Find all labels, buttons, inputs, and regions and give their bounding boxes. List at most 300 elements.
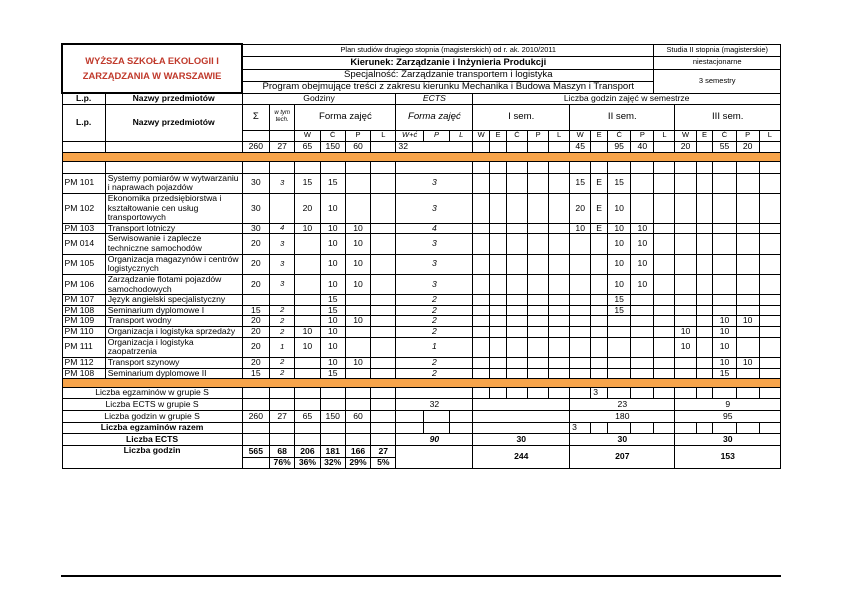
subject-p bbox=[345, 193, 370, 223]
subject-ects: 4 bbox=[396, 223, 473, 234]
pct-c: 32% bbox=[320, 458, 345, 469]
subject-sem3-e bbox=[696, 368, 713, 379]
subject-sem3-l bbox=[759, 327, 780, 338]
subject-sem2-w: 20 bbox=[570, 193, 591, 223]
lp-header-top: L.p. bbox=[62, 93, 105, 104]
subject-l bbox=[371, 295, 396, 306]
totals-s3-p: 20 bbox=[736, 141, 759, 152]
subject-sem2-e bbox=[591, 327, 608, 338]
subject-sum: 15 bbox=[242, 368, 269, 379]
subject-sem1-c bbox=[506, 337, 527, 357]
subject-code: PM 111 bbox=[62, 337, 105, 357]
subject-sem1-c bbox=[506, 193, 527, 223]
subject-sem3-p bbox=[736, 193, 759, 223]
subject-sem1-w bbox=[473, 316, 490, 327]
subject-sem1-w bbox=[473, 234, 490, 254]
subject-row bbox=[62, 254, 781, 274]
subject-ects: 3 bbox=[396, 274, 473, 294]
subject-sem1-l bbox=[549, 368, 570, 379]
subject-sem3-l bbox=[759, 337, 780, 357]
subject-sem3-l bbox=[759, 357, 780, 368]
hours-total-p: 166 bbox=[345, 446, 370, 458]
subject-sem1-w bbox=[473, 274, 490, 294]
subject-sem1-p bbox=[528, 327, 549, 338]
subject-row bbox=[62, 337, 781, 357]
sem3-p: P bbox=[736, 130, 759, 141]
subject-sem2-p bbox=[631, 193, 654, 223]
subject-sem3-e bbox=[696, 173, 713, 193]
subject-sem3-c bbox=[713, 173, 736, 193]
subject-l bbox=[371, 357, 396, 368]
sem1-l: L bbox=[549, 130, 570, 141]
subject-sem1-p bbox=[528, 223, 549, 234]
subject-sem3-p bbox=[736, 368, 759, 379]
ects-group-row bbox=[62, 399, 781, 411]
subject-sem2-p bbox=[631, 337, 654, 357]
subject-sem2-p: 10 bbox=[631, 274, 654, 294]
subject-sem3-p bbox=[736, 173, 759, 193]
sem2-e: E bbox=[591, 130, 608, 141]
hours-header: Godziny bbox=[242, 93, 396, 104]
subject-sem2-l bbox=[654, 305, 675, 316]
subject-sem3-l bbox=[759, 316, 780, 327]
sem2-w: W bbox=[570, 130, 591, 141]
program-note: Program obejmujące treści z zakresu kierunku Mechanika i Budowa Maszyn i Transport bbox=[242, 81, 654, 93]
subject-sem1-c bbox=[506, 327, 527, 338]
subject-row bbox=[62, 357, 781, 368]
subject-name: Transport lotniczy bbox=[105, 223, 242, 234]
hours-total-sum: 565 bbox=[242, 446, 269, 458]
sem3-w: W bbox=[675, 130, 696, 141]
subject-sem3-c: 10 bbox=[713, 357, 736, 368]
subject-sem1-c bbox=[506, 234, 527, 254]
subject-sem3-p bbox=[736, 337, 759, 357]
blank-row bbox=[62, 161, 781, 173]
subject-name: Seminarium dyplomowe II bbox=[105, 368, 242, 379]
subject-code: PM 109 bbox=[62, 316, 105, 327]
subject-ects: 2 bbox=[396, 368, 473, 379]
subject-sem2-l bbox=[654, 234, 675, 254]
subject-sem2-e bbox=[591, 316, 608, 327]
subject-sem1-l bbox=[549, 316, 570, 327]
subject-name: Organizacja magazynów i centrów logistycznych bbox=[105, 254, 242, 274]
subject-ects: 2 bbox=[396, 327, 473, 338]
subject-w bbox=[295, 295, 320, 306]
subject-sem2-c: 10 bbox=[608, 234, 631, 254]
subject-sem1-e bbox=[490, 173, 507, 193]
subject-sem3-e bbox=[696, 274, 713, 294]
subject-sem3-l bbox=[759, 305, 780, 316]
subject-tech: 3 bbox=[270, 274, 295, 294]
subject-ects: 3 bbox=[396, 173, 473, 193]
study-mode: niestacjonarne bbox=[654, 56, 781, 69]
subject-sem1-p bbox=[528, 357, 549, 368]
sem2-l: L bbox=[654, 130, 675, 141]
totals-s2-c: 95 bbox=[608, 141, 631, 152]
subject-sem1-p bbox=[528, 193, 549, 223]
subject-sum bbox=[242, 295, 269, 306]
subject-code: PM 108 bbox=[62, 305, 105, 316]
tech-sub-blank bbox=[270, 130, 295, 141]
subject-p: 10 bbox=[345, 254, 370, 274]
ects-total-sem2: 30 bbox=[570, 434, 675, 446]
subject-sem2-c: 10 bbox=[608, 254, 631, 274]
subject-c: 10 bbox=[320, 234, 345, 254]
subject-sem3-l bbox=[759, 274, 780, 294]
hours-group-row bbox=[62, 411, 781, 423]
totals-l bbox=[371, 141, 396, 152]
subject-row bbox=[62, 327, 781, 338]
subject-sem3-c bbox=[713, 234, 736, 254]
subject-row bbox=[62, 234, 781, 254]
subject-w bbox=[295, 368, 320, 379]
subject-sum: 20 bbox=[242, 274, 269, 294]
subject-sem3-c: 10 bbox=[713, 327, 736, 338]
subject-sem1-e bbox=[490, 327, 507, 338]
subject-sem3-w bbox=[675, 254, 696, 274]
subject-sem1-c bbox=[506, 295, 527, 306]
subject-sem1-w bbox=[473, 337, 490, 357]
hours-total-tech: 68 bbox=[270, 446, 295, 458]
subject-sem1-c bbox=[506, 368, 527, 379]
subject-sem3-l bbox=[759, 234, 780, 254]
subject-sem1-e bbox=[490, 295, 507, 306]
hours-total-label: Liczba godzin bbox=[62, 446, 242, 469]
subject-sem2-e bbox=[591, 305, 608, 316]
subject-sem3-c bbox=[713, 223, 736, 234]
subject-code: PM 101 bbox=[62, 173, 105, 193]
subject-ects: 2 bbox=[396, 316, 473, 327]
subject-code: PM 102 bbox=[62, 193, 105, 223]
subject-sem2-e: E bbox=[591, 173, 608, 193]
subject-sem2-c: 15 bbox=[608, 305, 631, 316]
sem2-p: P bbox=[631, 130, 654, 141]
subject-ects: 3 bbox=[396, 193, 473, 223]
subject-sem1-w bbox=[473, 223, 490, 234]
subject-w bbox=[295, 316, 320, 327]
totals-s2-w: 45 bbox=[570, 141, 591, 152]
subject-sem2-e bbox=[591, 337, 608, 357]
subject-sem3-w bbox=[675, 274, 696, 294]
exams-total-label: Liczba egzaminów razem bbox=[62, 423, 242, 434]
subject-sem1-e bbox=[490, 254, 507, 274]
subject-sem3-c bbox=[713, 254, 736, 274]
ects-wc: W+ć bbox=[396, 130, 423, 141]
subject-sem2-p bbox=[631, 357, 654, 368]
subject-sem1-c bbox=[506, 316, 527, 327]
ects-l: L bbox=[450, 130, 473, 141]
form-p: P bbox=[345, 130, 370, 141]
pct-p: 29% bbox=[345, 458, 370, 469]
subject-sem1-c bbox=[506, 173, 527, 193]
subject-row bbox=[62, 368, 781, 379]
subject-sem3-l bbox=[759, 193, 780, 223]
subject-sem3-w bbox=[675, 305, 696, 316]
subject-l bbox=[371, 234, 396, 254]
subject-sem3-l bbox=[759, 368, 780, 379]
subject-sem3-e bbox=[696, 223, 713, 234]
subject-sem2-l bbox=[654, 357, 675, 368]
subject-sem2-w: 10 bbox=[570, 223, 591, 234]
subject-ects: 1 bbox=[396, 337, 473, 357]
subject-sem1-w bbox=[473, 327, 490, 338]
ects-total-label: Liczba ECTS bbox=[62, 434, 242, 446]
subject-ects: 2 bbox=[396, 357, 473, 368]
subject-sem1-l bbox=[549, 295, 570, 306]
subject-sem1-l bbox=[549, 327, 570, 338]
subject-sem3-p: 10 bbox=[736, 357, 759, 368]
sem1-w: W bbox=[473, 130, 490, 141]
subject-sem2-w bbox=[570, 305, 591, 316]
study-level: Studia II stopnia (magisterskie) bbox=[654, 44, 781, 56]
subject-l bbox=[371, 274, 396, 294]
subject-sem1-e bbox=[490, 316, 507, 327]
subject-sem3-l bbox=[759, 254, 780, 274]
subject-sem2-c: 10 bbox=[608, 274, 631, 294]
totals-w: 65 bbox=[295, 141, 320, 152]
subject-sem2-w bbox=[570, 327, 591, 338]
subject-sem2-p: 10 bbox=[631, 223, 654, 234]
exams-total-row bbox=[62, 423, 781, 434]
subject-sem2-w bbox=[570, 337, 591, 357]
subject-sem3-e bbox=[696, 254, 713, 274]
subject-w: 10 bbox=[295, 327, 320, 338]
hours-total-row bbox=[62, 446, 781, 458]
totals-s3-e bbox=[696, 141, 713, 152]
totals-s1-e bbox=[490, 141, 507, 152]
sem1-p: P bbox=[528, 130, 549, 141]
subject-sem1-c bbox=[506, 305, 527, 316]
subject-sem1-c bbox=[506, 223, 527, 234]
specialty-title: Specjalność: Zarządzanie transportem i logistyka bbox=[242, 69, 654, 81]
totals-s2-l bbox=[654, 141, 675, 152]
subject-sem3-c: 10 bbox=[713, 337, 736, 357]
totals-s1-p bbox=[528, 141, 549, 152]
subject-p: 10 bbox=[345, 223, 370, 234]
subject-sem3-w bbox=[675, 295, 696, 306]
subject-c: 10 bbox=[320, 316, 345, 327]
subject-c: 10 bbox=[320, 337, 345, 357]
subject-sem3-l bbox=[759, 295, 780, 306]
subject-sem2-c bbox=[608, 327, 631, 338]
subject-sem3-e bbox=[696, 327, 713, 338]
subject-sem3-p bbox=[736, 234, 759, 254]
subject-tech: 3 bbox=[270, 234, 295, 254]
subject-sum: 20 bbox=[242, 254, 269, 274]
subject-ects: 3 bbox=[396, 234, 473, 254]
subject-sum: 15 bbox=[242, 305, 269, 316]
subject-sem3-p bbox=[736, 305, 759, 316]
separator-row bbox=[62, 152, 781, 161]
hours-total-sem1: 244 bbox=[473, 446, 570, 469]
subject-sem1-p bbox=[528, 316, 549, 327]
hours-group-sem3: 95 bbox=[675, 411, 781, 423]
subject-sem1-l bbox=[549, 234, 570, 254]
sem1-header: I sem. bbox=[473, 104, 570, 130]
subject-sem1-e bbox=[490, 337, 507, 357]
form-c: Ć bbox=[320, 130, 345, 141]
subject-sem3-p bbox=[736, 254, 759, 274]
subject-sem3-e bbox=[696, 193, 713, 223]
subject-l bbox=[371, 305, 396, 316]
subject-sem2-e bbox=[591, 254, 608, 274]
subject-sem3-p bbox=[736, 327, 759, 338]
subject-p: 10 bbox=[345, 316, 370, 327]
subject-sem2-w bbox=[570, 274, 591, 294]
subjects-header-top: Nazwy przedmiotów bbox=[105, 93, 242, 104]
subject-c: 10 bbox=[320, 274, 345, 294]
subject-sem3-w bbox=[675, 223, 696, 234]
ects-group-value: 32 bbox=[396, 399, 473, 411]
subject-sem2-c: 10 bbox=[608, 223, 631, 234]
subject-sem3-e bbox=[696, 234, 713, 254]
subject-sem2-w bbox=[570, 368, 591, 379]
subject-row bbox=[62, 305, 781, 316]
sigma-sub-blank bbox=[242, 130, 269, 141]
hours-total-l: 27 bbox=[371, 446, 396, 458]
subject-ects: 3 bbox=[396, 254, 473, 274]
subject-sum: 20 bbox=[242, 357, 269, 368]
bottom-rule bbox=[61, 575, 781, 577]
subject-sem2-l bbox=[654, 316, 675, 327]
subject-name: Serwisowanie i zaplecze techniczne samochodów bbox=[105, 234, 242, 254]
form-l: L bbox=[371, 130, 396, 141]
separator-row-2 bbox=[62, 379, 781, 388]
subject-row bbox=[62, 295, 781, 306]
subject-sem1-p bbox=[528, 173, 549, 193]
hours-group-p: 60 bbox=[345, 411, 370, 423]
totals-s2-e bbox=[591, 141, 608, 152]
totals-s1-l bbox=[549, 141, 570, 152]
ects-p: P bbox=[423, 130, 449, 141]
subject-name: Transport wodny bbox=[105, 316, 242, 327]
subject-code: PM 106 bbox=[62, 274, 105, 294]
exams-group-label: Liczba egzaminów w grupie S bbox=[62, 388, 242, 399]
semester-hours-header: Liczba godzin zajęć w semestrze bbox=[473, 93, 781, 104]
subject-sum: 20 bbox=[242, 234, 269, 254]
subject-sem3-e bbox=[696, 295, 713, 306]
subject-p bbox=[345, 368, 370, 379]
subject-sem2-w bbox=[570, 234, 591, 254]
subject-c: 15 bbox=[320, 305, 345, 316]
subject-sem2-e bbox=[591, 295, 608, 306]
subject-c: 10 bbox=[320, 327, 345, 338]
totals-c: 150 bbox=[320, 141, 345, 152]
subject-sem1-e bbox=[490, 193, 507, 223]
subject-sem1-e bbox=[490, 223, 507, 234]
subject-row bbox=[62, 173, 781, 193]
exams-group-row bbox=[62, 388, 781, 399]
subject-l bbox=[371, 327, 396, 338]
subject-sem1-e bbox=[490, 234, 507, 254]
hours-group-label: Liczba godzin w grupie S bbox=[62, 411, 242, 423]
subject-p bbox=[345, 305, 370, 316]
subject-code: PM 108 bbox=[62, 368, 105, 379]
totals-ects: 32 bbox=[396, 141, 473, 152]
lp-header: L.p. bbox=[62, 104, 105, 141]
pct-tech: 76% bbox=[270, 458, 295, 469]
subject-sem1-e bbox=[490, 274, 507, 294]
subject-sem2-c bbox=[608, 337, 631, 357]
subject-sem2-p: 10 bbox=[631, 254, 654, 274]
subject-sem3-e bbox=[696, 316, 713, 327]
subject-sem2-l bbox=[654, 254, 675, 274]
subject-sem2-e bbox=[591, 234, 608, 254]
subject-l bbox=[371, 254, 396, 274]
sem2-header: II sem. bbox=[570, 104, 675, 130]
subject-l bbox=[371, 173, 396, 193]
subject-sem2-c: 15 bbox=[608, 173, 631, 193]
subject-w: 20 bbox=[295, 193, 320, 223]
subject-sem1-l bbox=[549, 223, 570, 234]
ects-total-sem1: 30 bbox=[473, 434, 570, 446]
subject-w: 10 bbox=[295, 223, 320, 234]
pct-l: 5% bbox=[371, 458, 396, 469]
tech-header: w tym tech. bbox=[270, 104, 295, 130]
sem3-l: L bbox=[759, 130, 780, 141]
ects-total-sem3: 30 bbox=[675, 434, 781, 446]
hours-group-w: 65 bbox=[295, 411, 320, 423]
totals-s3-w: 20 bbox=[675, 141, 696, 152]
subject-sem2-l bbox=[654, 337, 675, 357]
subject-sem3-p bbox=[736, 223, 759, 234]
totals-p: 60 bbox=[345, 141, 370, 152]
subject-tech: 2 bbox=[270, 357, 295, 368]
subject-tech: 1 bbox=[270, 337, 295, 357]
hours-group-tech: 27 bbox=[270, 411, 295, 423]
subject-sum: 30 bbox=[242, 173, 269, 193]
subject-sem1-w bbox=[473, 295, 490, 306]
subject-sem2-l bbox=[654, 295, 675, 306]
hours-total-w: 206 bbox=[295, 446, 320, 458]
totals-s3-c: 55 bbox=[713, 141, 736, 152]
subject-row bbox=[62, 274, 781, 294]
ects-group-sem2: 23 bbox=[570, 399, 675, 411]
ects-total-row bbox=[62, 434, 781, 446]
subject-c: 15 bbox=[320, 295, 345, 306]
subject-sem2-c bbox=[608, 316, 631, 327]
subject-l bbox=[371, 316, 396, 327]
totals-s3-l bbox=[759, 141, 780, 152]
subject-sem1-l bbox=[549, 337, 570, 357]
subject-code: PM 107 bbox=[62, 295, 105, 306]
subject-sem2-l bbox=[654, 327, 675, 338]
subject-sem2-p bbox=[631, 327, 654, 338]
subject-sem2-l bbox=[654, 173, 675, 193]
orange-separator-2 bbox=[62, 379, 781, 388]
ects-header: ECTS bbox=[396, 93, 473, 104]
subject-tech: 4 bbox=[270, 223, 295, 234]
subject-row bbox=[62, 193, 781, 223]
school-name: WYŻSZA SZKOŁA EKOLOGII I ZARZĄDZANIA W WARSZAWIE bbox=[62, 44, 242, 93]
subject-sem2-p bbox=[631, 295, 654, 306]
subject-name: Seminarium dyplomowe I bbox=[105, 305, 242, 316]
subject-sem2-e bbox=[591, 274, 608, 294]
study-plan-document bbox=[61, 43, 781, 469]
subject-sem1-w bbox=[473, 173, 490, 193]
sem1-c: Ć bbox=[506, 130, 527, 141]
subject-sem1-w bbox=[473, 254, 490, 274]
subject-w bbox=[295, 254, 320, 274]
subject-sem1-e bbox=[490, 357, 507, 368]
subject-sem2-w bbox=[570, 357, 591, 368]
totals-s1-w bbox=[473, 141, 490, 152]
subject-sem3-w bbox=[675, 173, 696, 193]
subject-sem3-l bbox=[759, 223, 780, 234]
subject-code: PM 014 bbox=[62, 234, 105, 254]
subject-name: Transport szynowy bbox=[105, 357, 242, 368]
subject-l bbox=[371, 337, 396, 357]
